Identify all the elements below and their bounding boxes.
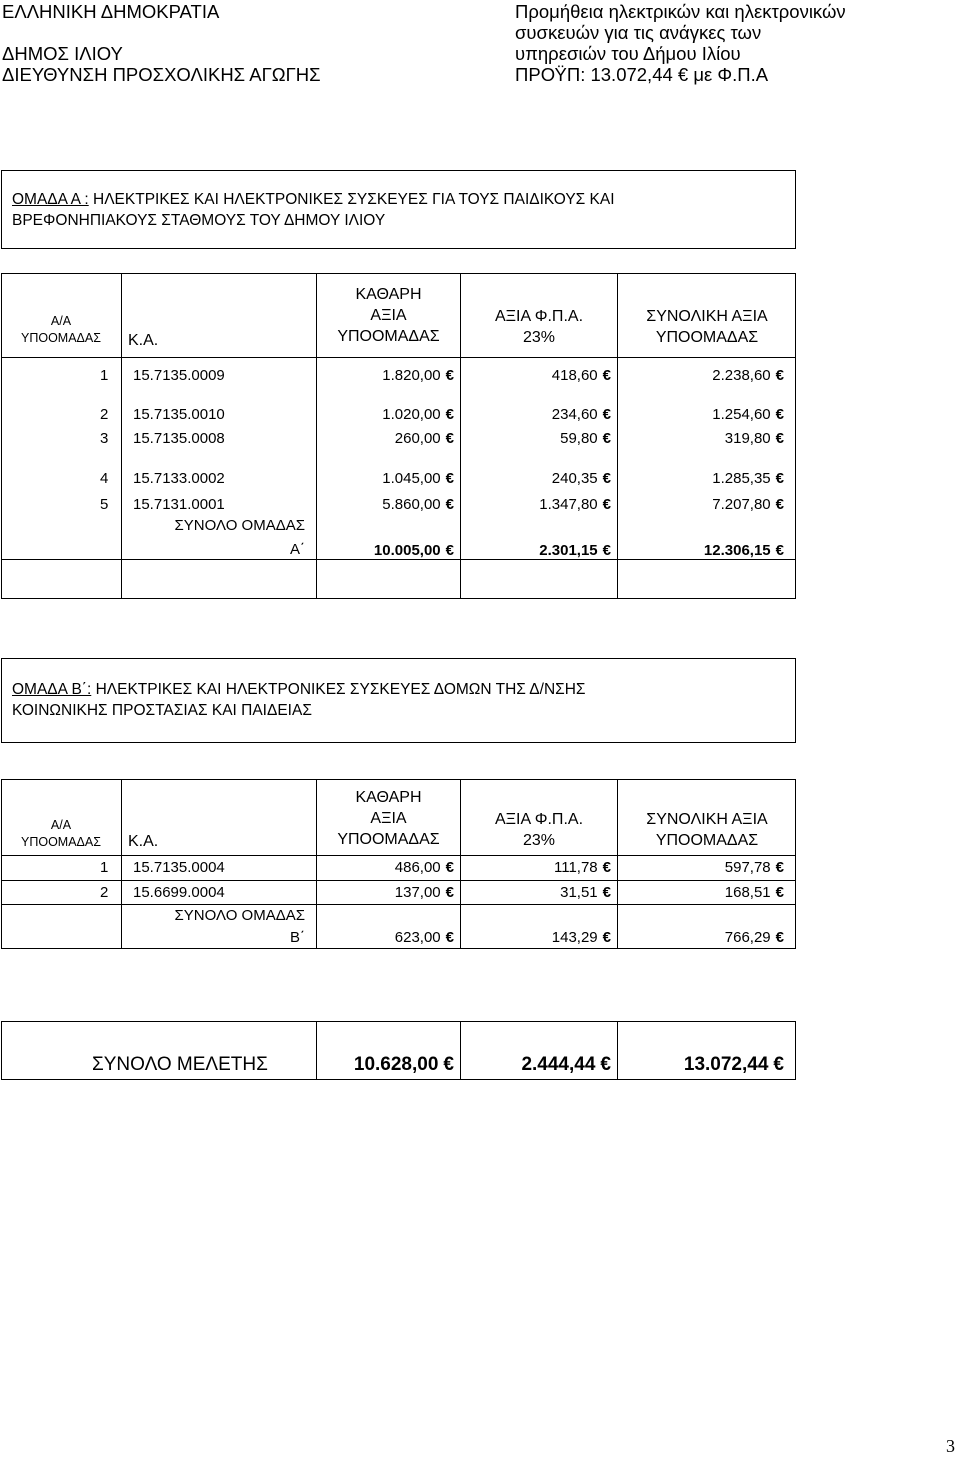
grand-total-net: 10.628,00 €	[353, 1054, 454, 1075]
group-b-sum-net: 623,00 €	[394, 929, 454, 946]
group-b-header-total: ΣΥΝΟΛΙΚΗ ΑΞΙΑ ΥΠΟΟΜΑΔΑΣ	[646, 811, 768, 849]
group-a-header-net: ΚΑΘΑΡΗ ΑΞΙΑ ΥΠΟΟΜΑΔΑΣ	[337, 286, 440, 345]
group-b-sum-vat: 143,29 €	[551, 929, 611, 946]
header-left	[2, 1, 321, 85]
group-b-header-net: ΚΑΘΑΡΗ ΑΞΙΑ ΥΠΟΟΜΑΔΑΣ	[337, 789, 440, 848]
group-a-header-aa: Α/Α ΥΠΟΟΜΑΔΑΣ	[21, 314, 101, 345]
header-right	[515, 1, 846, 85]
group-b-label: ΟΜΑΔΑ Β΄:	[12, 681, 92, 698]
group-a-header-total: ΣΥΝΟΛΙΚΗ ΑΞΙΑ ΥΠΟΟΜΑΔΑΣ	[646, 308, 768, 346]
page-number: 3	[946, 1436, 955, 1456]
group-a-title: ΟΜΑΔΑ Α : ΗΛΕΚΤΡΙΚΕΣ ΚΑΙ ΗΛΕΚΤΡΟΝΙΚΕΣ ΣΥΣΚΕΥΕΣ ΓΙΑ ΤΟΥΣ ΠΑΙΔΙΚΟΥΣ ΚΑΙ ΒΡΕΦΟΝΗΠΙΑΚΟΥΣ ΣΤΑΘΜΟΥΣ ΤΟΥ ΔΗΜΟΥ ΙΛΙΟΥ	[12, 191, 615, 229]
group-a-sum-net: 10.005,00 €	[373, 542, 454, 559]
header-municipality: ΔΗΜΟΣ ΙΛΙΟΥ	[2, 43, 123, 64]
header-country: ΕΛΛΗΝΙΚΗ ΔΗΜΟΚΡΑΤΙΑ	[2, 1, 220, 22]
group-b-sum-total: 766,29 €	[724, 929, 784, 946]
header-subject-line-3: υπηρεσιών του Δήμου Ιλίου	[515, 43, 741, 64]
group-b-header-ka: Κ.Α.	[128, 833, 159, 850]
group-a-header-ka: Κ.Α.	[128, 332, 159, 349]
header-subject-line-1: Προμήθεια ηλεκτρικών και ηλεκτρονικών	[515, 1, 846, 22]
header-budget: ΠΡΟΫΠ: 13.072,44 € με Φ.Π.Α	[515, 64, 769, 85]
group-a-sum-total: 12.306,15 €	[703, 542, 784, 559]
header-subject-line-2: συσκευών για τις ανάγκες των	[515, 22, 762, 43]
group-a-sum-label: ΣΥΝΟΛΟ ΟΜΑΔΑΣ Α΄	[174, 517, 305, 558]
group-b-header-aa: Α/Α ΥΠΟΟΜΑΔΑΣ	[21, 818, 101, 849]
header-department: ΔΙΕΥΘΥΝΣΗ ΠΡΟΣΧΟΛΙΚΗΣ ΑΓΩΓΗΣ	[2, 64, 321, 85]
group-a-sum-vat: 2.301,15 €	[539, 542, 611, 559]
group-a-header-vat: ΑΞΙΑ Φ.Π.Α. 23%	[494, 308, 584, 346]
group-b-title: ΟΜΑΔΑ Β΄: ΗΛΕΚΤΡΙΚΕΣ ΚΑΙ ΗΛΕΚΤΡΟΝΙΚΕΣ ΣΥΣΚΕΥΕΣ ΔΟΜΩΝ ΤΗΣ Δ/ΝΣΗΣ ΚΟΙΝΩΝΙΚΗΣ ΠΡΟΣΤΑΣΙΑΣ ΚΑΙ ΠΑΙΔΕΙΑΣ	[12, 681, 586, 719]
group-a-label: ΟΜΑΔΑ Α :	[12, 191, 89, 208]
grand-total-label: ΣΥΝΟΛΟ ΜΕΛΕΤΗΣ	[92, 1054, 268, 1075]
grand-total-total: 13.072,44 €	[683, 1054, 784, 1075]
group-b-sum-label: ΣΥΝΟΛΟ ΟΜΑΔΑΣ Β΄	[174, 907, 305, 946]
group-b-header-vat: ΑΞΙΑ Φ.Π.Α. 23%	[494, 811, 584, 849]
grand-total-vat: 2.444,44 €	[521, 1054, 611, 1075]
